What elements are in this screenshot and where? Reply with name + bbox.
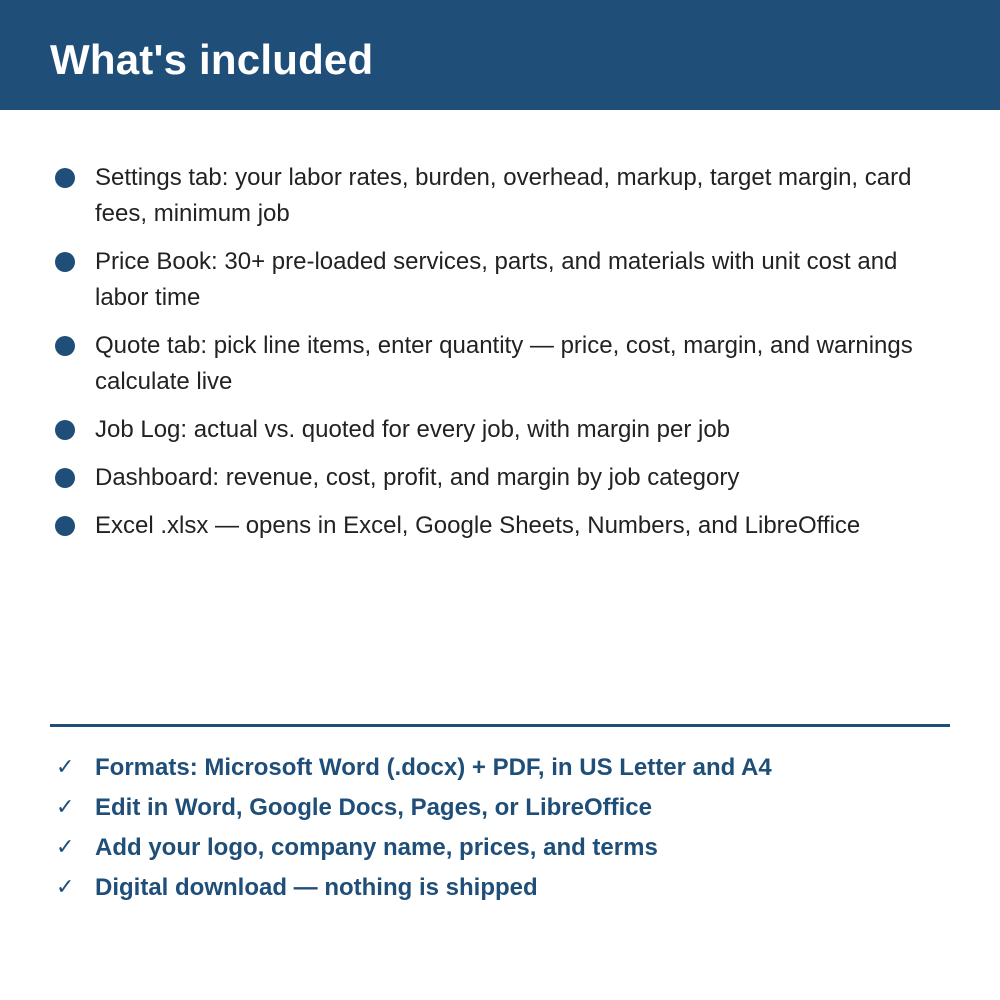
feature-text: Settings tab: your labor rates, burden, overhead, markup, target margin, card fees, minimum job [95,164,912,227]
feature-list [50,160,930,556]
page-title: What's included [50,36,374,83]
feature-text: Job Log: actual vs. quoted for every job, with margin per job [95,416,731,443]
feature-item [50,160,930,232]
notes-list [50,748,950,908]
section-divider [50,724,950,727]
feature-item [50,328,930,400]
checkmark-icon: ✓ [56,835,75,860]
note-item [50,868,950,908]
feature-item [50,460,930,496]
header-banner [0,0,1000,110]
bullet-icon [55,252,75,272]
checkmark-icon: ✓ [56,795,75,820]
feature-item [50,244,930,316]
feature-text: Quote tab: pick line items, enter quantity — price, cost, margin, and warnings calculate live [95,332,913,395]
bullet-icon [55,468,75,488]
bullet-icon [55,516,75,536]
checkmark-icon: ✓ [56,755,75,780]
note-text: Add your logo, company name, prices, and terms [95,834,658,861]
bullet-icon [55,168,75,188]
checkmark-icon: ✓ [56,875,75,900]
note-text: Digital download — nothing is shipped [95,874,538,901]
feature-text: Price Book: 30+ pre-loaded services, parts, and materials with unit cost and labor time [95,248,898,311]
feature-text: Excel .xlsx — opens in Excel, Google Sheets, Numbers, and LibreOffice [95,512,861,539]
feature-text: Dashboard: revenue, cost, profit, and margin by job category [95,464,740,491]
feature-item [50,412,930,448]
note-item [50,788,950,828]
note-text: Edit in Word, Google Docs, Pages, or LibreOffice [95,794,652,821]
bullet-icon [55,420,75,440]
note-item [50,828,950,868]
note-text: Formats: Microsoft Word (.docx) + PDF, in US Letter and A4 [95,754,772,781]
bullet-icon [55,336,75,356]
feature-item [50,508,930,544]
note-item [50,748,950,788]
